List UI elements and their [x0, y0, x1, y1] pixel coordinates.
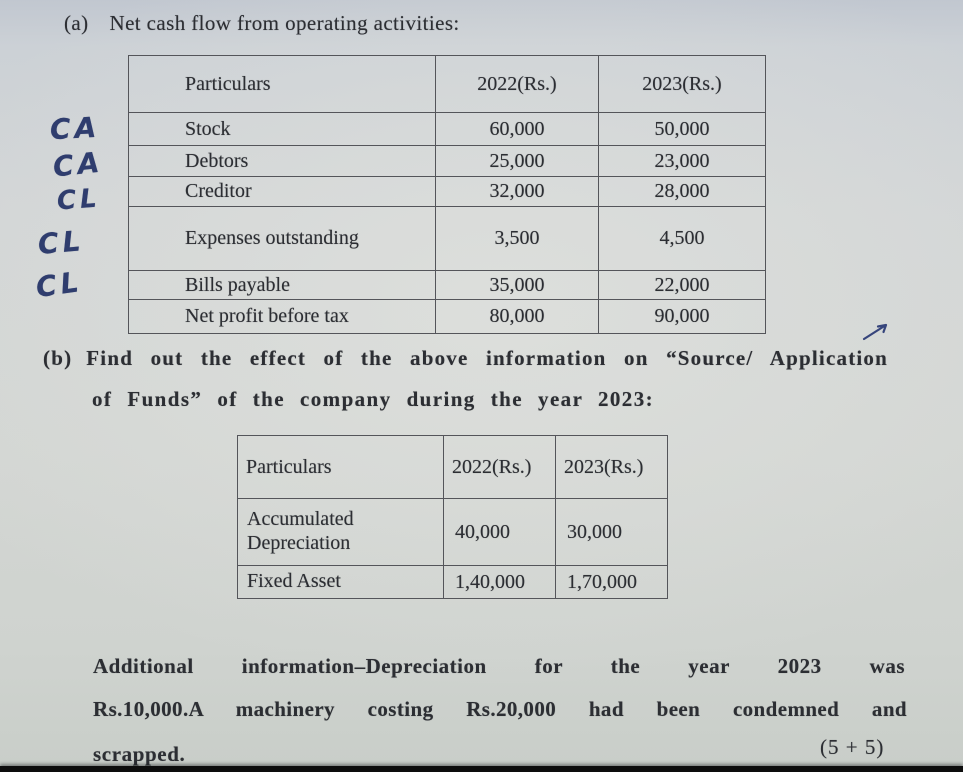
section-b-line1 — [43, 346, 888, 371]
column-header-particulars: Particulars — [129, 56, 436, 113]
table-row-net-profit-before-tax — [129, 300, 766, 334]
cell-particulars: Debtors — [129, 146, 436, 177]
photo-bottom-edge — [0, 766, 963, 772]
additional-info-line2: Rs.10,000.A machinery costing Rs.20,000 had been condemned and — [93, 697, 907, 721]
cell-particulars: Bills payable — [129, 271, 436, 300]
section-b-text-line1: Find out the effect of the above information on “Source/ Application — [86, 346, 888, 370]
cell-particulars: Expenses outstanding — [129, 207, 436, 271]
cell-2023: 90,000 — [599, 300, 766, 334]
column-header-2022: 2022(Rs.) — [436, 56, 599, 113]
section-a-heading — [64, 11, 460, 36]
pen-arrow-icon — [860, 319, 894, 345]
table-row-fixed-asset — [238, 566, 668, 599]
cell-2022: 25,000 — [436, 146, 599, 177]
handwritten-annotation-ca-stock: CA — [49, 110, 102, 147]
cell-2022: 32,000 — [436, 177, 599, 207]
handwritten-annotation-cl-bills: CL — [33, 264, 85, 305]
source-application-table — [237, 435, 668, 599]
cell-particulars: Creditor — [129, 177, 436, 207]
cell-2022: 80,000 — [436, 300, 599, 334]
section-b-label: (b) — [43, 346, 73, 370]
cell-2022: 35,000 — [436, 271, 599, 300]
cell-2022: 60,000 — [436, 113, 599, 146]
cell-particulars: Accumulated Depreciation — [238, 499, 444, 566]
cell-2023: 4,500 — [599, 207, 766, 271]
cell-2023: 30,000 — [556, 499, 668, 566]
column-header-2022: 2022(Rs.) — [444, 436, 556, 499]
section-b-line2: of Funds” of the company during the year 2023: — [92, 387, 654, 411]
cell-2022: 40,000 — [444, 499, 556, 566]
cell-2023: 50,000 — [599, 113, 766, 146]
additional-info-line3: scrapped. — [93, 742, 186, 766]
column-header-2023: 2023(Rs.) — [599, 56, 766, 113]
cell-2023: 22,000 — [599, 271, 766, 300]
table-row-creditor — [129, 177, 766, 207]
cell-particulars: Stock — [129, 113, 436, 146]
table-a-header-row — [129, 56, 766, 113]
column-header-particulars: Particulars — [238, 436, 444, 499]
table-row-debtors — [129, 146, 766, 177]
table-row-bills-payable — [129, 271, 766, 300]
cell-2022: 1,40,000 — [444, 566, 556, 599]
cell-2023: 28,000 — [599, 177, 766, 207]
additional-info-line1: Additional information–Depreciation for the year 2023 was — [93, 654, 905, 678]
table-b-header-row — [238, 436, 668, 499]
marks-allocation: (5 + 5) — [820, 735, 885, 759]
section-a-title: Net cash flow from operating activities: — [109, 11, 460, 35]
operating-activities-table — [128, 55, 766, 334]
table-row-accumulated-depreciation — [238, 499, 668, 566]
cell-2023: 1,70,000 — [556, 566, 668, 599]
table-row-stock — [129, 113, 766, 146]
cell-particulars: Net profit before tax — [129, 300, 436, 334]
cell-2022: 3,500 — [436, 207, 599, 271]
handwritten-annotation-cl-expenses: CL — [36, 224, 86, 261]
handwritten-annotation-cl-creditor: CL — [56, 183, 102, 217]
handwritten-annotation-ca-debtors: CA — [51, 145, 105, 184]
section-a-label: (a) — [64, 11, 89, 35]
cell-2023: 23,000 — [599, 146, 766, 177]
cell-particulars: Fixed Asset — [238, 566, 444, 599]
column-header-2023: 2023(Rs.) — [556, 436, 668, 499]
table-row-expenses-outstanding — [129, 207, 766, 271]
